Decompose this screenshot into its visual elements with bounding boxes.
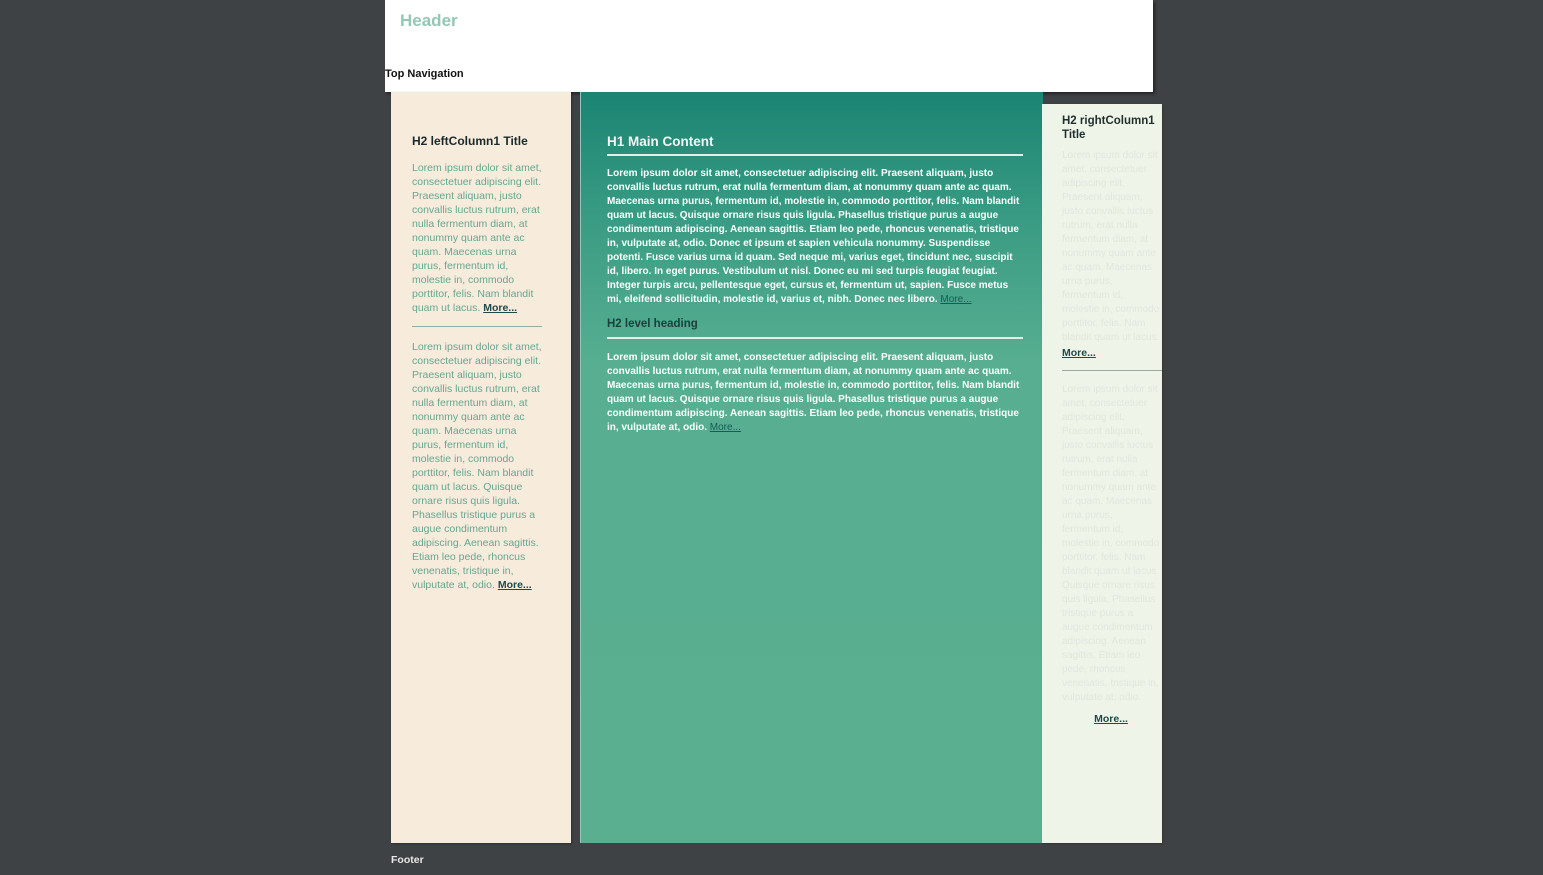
left-divider bbox=[412, 326, 542, 327]
left-column bbox=[391, 92, 571, 843]
page-header bbox=[385, 0, 1153, 92]
left-paragraph-text: Lorem ipsum dolor sit amet, consectetuer adipiscing elit. Praesent aliquam, justo convallis luctus rutrum, erat nulla fermentum diam, at nonummy quam ante ac quam. Maecenas urna purus, fermentum id, molestie in, commodo porttitor, felis. Nam blandit quam ut lacus. Quisque ornare risus quis ligula. Phasellus tristique purus a augue condimentum adipiscing. Aenean sagittis. Etiam leo pede, rhoncus venenatis, tristique in, vulputate at, odio. bbox=[412, 341, 542, 591]
left-more-link[interactable]: More... bbox=[497, 579, 532, 591]
right-column bbox=[1042, 104, 1162, 843]
left-column-title: H2 leftColumn1 Title bbox=[412, 134, 528, 148]
main-more-link[interactable]: More... bbox=[940, 294, 972, 305]
main-more-link[interactable]: More... bbox=[709, 422, 741, 433]
main-content-inner bbox=[607, 134, 1023, 435]
main-paragraph bbox=[607, 167, 1023, 307]
main-content bbox=[580, 92, 1043, 843]
main-paragraph-text: Lorem ipsum dolor sit amet, consectetuer adipiscing elit. Praesent aliquam, justo convallis luctus rutrum, erat nulla fermentum diam, at nonummy quam ante ac quam. Maecenas urna purus, fermentum id, molestie in, commodo porttitor, felis. Nam blandit quam ut lacus. Quisque ornare risus quis ligula. Phasellus tristique purus a augue condimentum adipiscing. Aenean sagittis. Etiam leo pede, rhoncus venenatis, tristique in, vulputate at, odio. bbox=[607, 352, 1020, 433]
main-divider bbox=[607, 154, 1023, 156]
right-more-link[interactable]: More... bbox=[1094, 713, 1128, 725]
page-footer: Footer bbox=[391, 854, 424, 866]
left-column-paragraph bbox=[412, 340, 542, 592]
header-title: Header bbox=[400, 11, 458, 30]
left-column-content bbox=[412, 134, 542, 592]
left-more-link[interactable]: More... bbox=[483, 302, 518, 314]
right-column-paragraph: Lorem ipsum dolor sit amet, consectetuer adipiscing elit. Praesent aliquam, justo convallis luctus rutrum, erat nulla fermentum diam, at nonummy quam ante ac quam. Maecenas urna purus, fermentum id, molestie in, commodo porttitor, felis. Nam blandit quam ut lacus. bbox=[1062, 150, 1160, 343]
left-paragraph-text: Lorem ipsum dolor sit amet, consectetuer adipiscing elit. Praesent aliquam, justo convallis luctus rutrum, erat nulla fermentum diam, at nonummy quam ante ac quam. Maecenas urna purus, fermentum id, molestie in, commodo porttitor, felis. Nam blandit quam ut lacus. bbox=[412, 162, 542, 314]
main-divider bbox=[607, 337, 1023, 339]
right-divider bbox=[1062, 370, 1162, 371]
left-column-paragraph bbox=[412, 161, 542, 315]
main-heading: H1 Main Content bbox=[607, 134, 714, 149]
right-more-link[interactable]: More... bbox=[1062, 347, 1096, 359]
right-column-title: H2 rightColumn1 Title bbox=[1062, 115, 1155, 141]
main-paragraph-text: Lorem ipsum dolor sit amet, consectetuer adipiscing elit. Praesent aliquam, justo convallis luctus rutrum, erat nulla fermentum diam, at nonummy quam ante ac quam. Maecenas urna purus, fermentum id, molestie in, commodo porttitor, felis. Nam blandit quam ut lacus. Quisque ornare risus quis ligula. Phasellus tristique purus a augue condimentum adipiscing. Aenean sagittis. Etiam leo pede, rhoncus venenatis, tristique in, vulputate at, odio. Donec et ipsum et sapien vehicula nonummy. Suspendisse potenti. Fusce varius urna id quam. Sed neque mi, varius eget, tincidunt nec, suscipit id, libero. In eget purus. Vestibulum ut nisl. Donec eu mi sed turpis feugiat feugiat. Integer turpis arcu, pellentesque eget, cursus et, fermentum ut, sapien. Fusce metus mi, eleifend sollicitudin, molestie id, varius et, nibh. Donec nec libero. bbox=[607, 168, 1020, 305]
right-column-paragraph: Lorem ipsum dolor sit amet, consectetuer adipiscing elit. Praesent aliquam, justo convallis luctus rutrum, erat nulla fermentum diam, at nonummy quam ante ac quam. Maecenas urna purus, fermentum id, molestie in, commodo porttitor, felis. Nam blandit quam ut lacus. Quisque ornare risus quis ligula. Phasellus tristique purus a augue condimentum adipiscing. Aenean sagittis. Etiam leo pede, rhoncus venenatis, tristique in, vulputate at, odio. bbox=[1062, 384, 1160, 703]
main-subheading: H2 level heading bbox=[607, 318, 698, 330]
right-column-content bbox=[1062, 114, 1160, 725]
main-paragraph bbox=[607, 351, 1023, 435]
top-navigation[interactable]: Top Navigation bbox=[385, 68, 464, 80]
